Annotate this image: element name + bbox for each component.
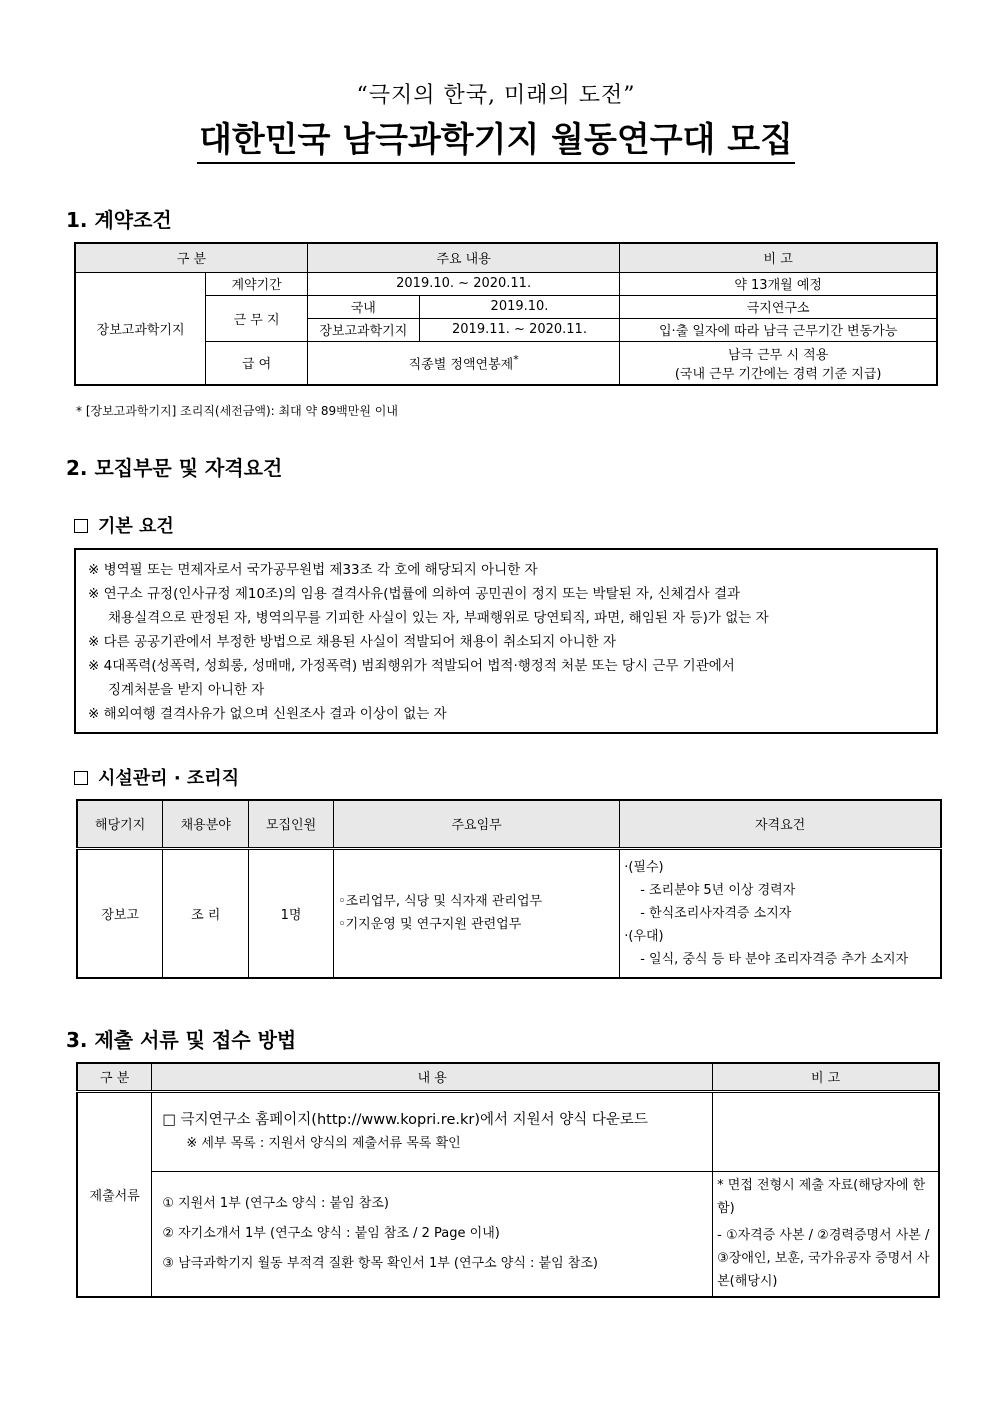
requirement-line: ※ 해외여행 결격사유가 없으며 신원조사 결과 이상이 없는 자 (88, 706, 447, 722)
facility-header-count: 모집인원 (249, 800, 334, 848)
document-item: ① 지원서 1부 (연구소 양식 : 붙임 참조) (162, 1195, 389, 1211)
station-note: 입·출 일자에 따라 남극 근무기간 변동가능 (620, 318, 937, 341)
station-value: 2019.11. ~ 2020.11. (419, 318, 620, 341)
domestic-note: 극지연구소 (620, 295, 937, 318)
contract-header-note: 비 고 (620, 243, 937, 272)
qual-item: ·(우대) (624, 928, 664, 944)
facility-header-quals: 자격요건 (620, 800, 941, 848)
download-note: ※ 세부 목록 : 지원서 양식의 제출서류 목록 확인 (186, 1135, 461, 1151)
contract-period-value: 2019.10. ~ 2020.11. (307, 272, 619, 295)
contract-table (74, 242, 938, 386)
subtitle: “극지의 한국, 미래의 도전” (356, 83, 636, 108)
checkbox-icon (74, 771, 88, 785)
facility-quals (620, 848, 941, 978)
basic-heading (74, 512, 174, 538)
facility-heading-text: 시설관리 · 조리직 (98, 768, 240, 789)
requirement-line: 징계처분을 받지 아니한 자 (108, 682, 265, 698)
requirement-line: ※ 4대폭력(성폭력, 성희롱, 성매매, 가정폭력) 범죄행위가 적발되어 법적·행정적 처분 또는 당시 근무 기관에서 (88, 658, 735, 674)
contract-period-note: 약 13개월 예정 (620, 272, 937, 295)
documents-note-1: * 면접 전형시 제출 자료(해당자에 한함) (717, 1178, 926, 1217)
domestic-value: 2019.10. (419, 295, 620, 318)
qual-item: - 조리분야 5년 이상 경력자 (640, 882, 796, 898)
salary-value-text: 직종별 정액연봉제 (408, 357, 514, 373)
contract-station: 장보고과학기지 (75, 272, 206, 385)
submission-row-label: 제출서류 (77, 1091, 152, 1297)
download-cell (152, 1091, 713, 1171)
section3-heading: 3. 제출 서류 및 접수 방법 (66, 1028, 297, 1052)
facility-table (76, 799, 942, 979)
section1-heading: 1. 계약조건 (66, 208, 172, 232)
work-place-label: 근 무 지 (206, 295, 308, 341)
facility-field: 조 리 (163, 848, 249, 978)
salary-value (307, 341, 619, 385)
contract-period-label: 계약기간 (206, 272, 308, 295)
facility-header-field: 채용분야 (163, 800, 249, 848)
salary-footnote: * [장보고과학기지] 조리직(세전금액): 최대 약 89백만원 이내 (76, 404, 398, 418)
duty-item: ◦조리업무, 식당 및 식자재 관리업무 (337, 894, 543, 910)
station-label: 장보고과학기지 (307, 318, 419, 341)
page-title (0, 112, 992, 161)
requirement-line: ※ 병역필 또는 면제자로서 국가공무원법 제33조 각 호에 해당되지 아니한 자 (88, 562, 538, 578)
submission-header-note: 비 고 (713, 1063, 939, 1091)
document-item: ② 자기소개서 1부 (연구소 양식 : 붙임 참조 / 2 Page 이내) (162, 1225, 500, 1241)
salary-mark: * (513, 353, 519, 367)
basic-heading-text: 기본 요건 (98, 516, 174, 537)
facility-header-duties: 주요임무 (333, 800, 619, 848)
contract-header-content: 주요 내용 (307, 243, 619, 272)
salary-note-1: 남극 근무 시 적용 (727, 347, 829, 363)
contract-header-category: 구 분 (75, 243, 307, 272)
page-title-text: 대한민국 남극과학기지 월동연구대 모집 (197, 120, 795, 164)
submission-header-category: 구 분 (77, 1063, 152, 1091)
section2-heading: 2. 모집부문 및 자격요건 (66, 456, 283, 480)
submission-header-content: 내 용 (152, 1063, 713, 1091)
download-note-cell (713, 1091, 939, 1171)
facility-count: 1명 (249, 848, 334, 978)
document-item: ③ 남극과학기지 월동 부적격 질환 항목 확인서 1부 (연구소 양식 : 붙임 참조) (162, 1255, 598, 1271)
domestic-label: 국내 (307, 295, 419, 318)
checkbox-icon (74, 519, 88, 533)
requirement-line: 채용실격으로 판정된 자, 병역의무를 기피한 사실이 있는 자, 부패행위로 당연퇴직, 파면, 해임된 자 등)가 없는 자 (108, 610, 769, 626)
facility-heading (74, 764, 239, 790)
documents-note (713, 1171, 939, 1297)
facility-station: 장보고 (77, 848, 163, 978)
basic-requirements-box (74, 548, 938, 734)
qual-item: - 일식, 중식 등 타 분야 조리자격증 추가 소지자 (640, 951, 909, 967)
salary-note (620, 341, 937, 385)
facility-duties (333, 848, 619, 978)
salary-label: 급 여 (206, 341, 308, 385)
documents-cell (152, 1171, 713, 1297)
documents-note-2: - ①자격증 사본 / ②경력증명서 사본 / ③장애인, 보훈, 국가유공자 증명서 사본(해당시) (717, 1228, 930, 1290)
requirement-line: ※ 연구소 규정(인사규정 제10조)의 임용 결격사유(법률에 의하여 공민권이 정지 또는 박탈된 자, 신체검사 결과 (88, 586, 741, 602)
requirement-line: ※ 다른 공공기관에서 부정한 방법으로 채용된 사실이 적발되어 채용이 취소되지 아니한 자 (88, 634, 616, 650)
facility-header-station: 해당기지 (77, 800, 163, 848)
duty-item: ◦기지운영 및 연구지원 관련업무 (337, 917, 522, 933)
qual-item: - 한식조리사자격증 소지자 (640, 905, 792, 921)
salary-note-2: (국내 근무 기간에는 경력 기준 지급) (674, 366, 882, 382)
qual-item: ·(필수) (624, 859, 664, 875)
download-instruction: □ 극지연구소 홈페이지(http://www.kopri.re.kr)에서 지원서 양식 다운로드 (162, 1111, 648, 1128)
submission-table (76, 1062, 940, 1298)
